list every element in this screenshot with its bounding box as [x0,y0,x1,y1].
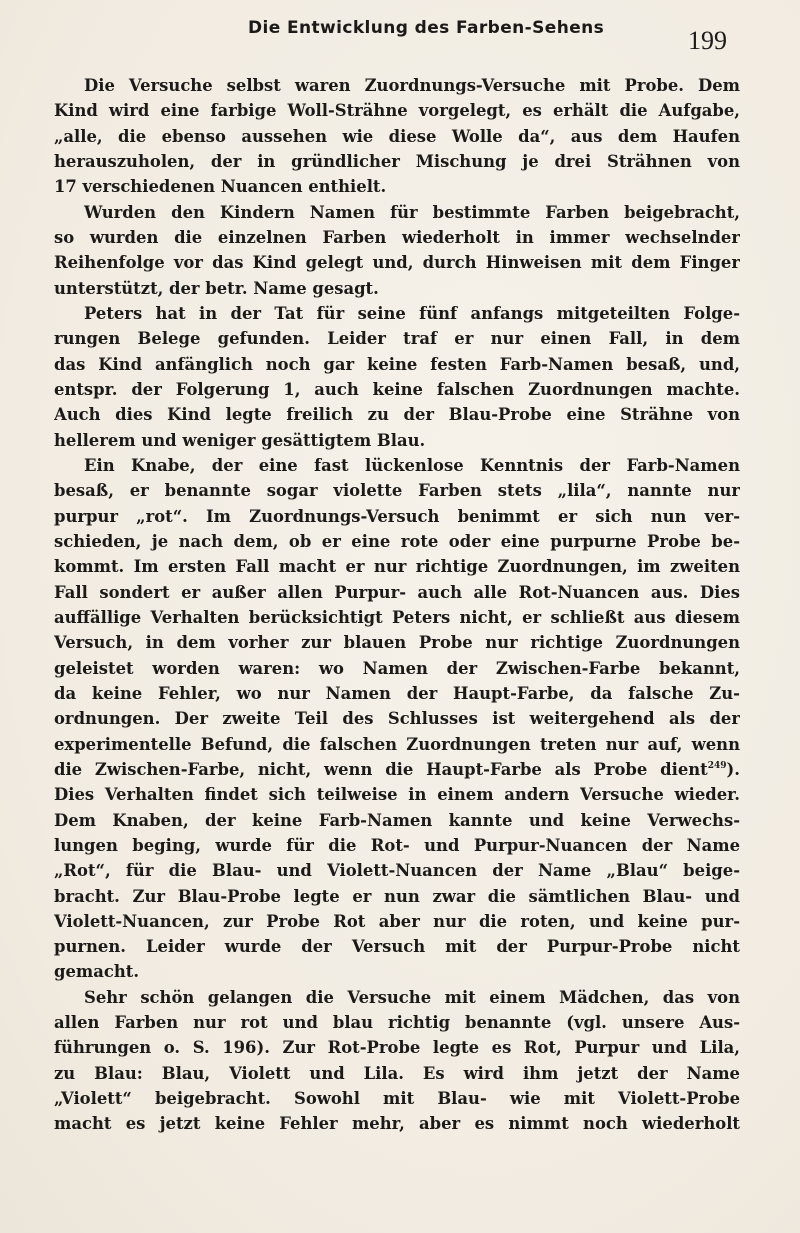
running-title: Die Entwicklung des Farben-Sehens [248,18,605,38]
text-line [54,1035,740,1060]
text-line [54,174,740,199]
text-line-content: rungen Belege gefunden. Leider traf er nur einen Fall, in dem [54,329,740,349]
text-line-content: geleistet worden waren: wo Namen der Zwischen-Farbe bekannt, [54,658,740,678]
text-line [54,630,740,655]
text-line [54,934,740,959]
text-line-content: Violett-Nuancen, zur Probe Rot aber nur die roten, und keine pur- [54,911,740,931]
text-line [54,124,740,149]
text-line [54,73,740,98]
text-line-content: ordnungen. Der zweite Teil des Schlusses ist weitergehend als der [54,709,740,729]
text-line [54,858,740,883]
text-line [54,250,740,275]
text-line-content: entspr. der Folgerung 1, auch keine falschen Zuordnungen machte. [54,379,740,399]
text-line [54,149,740,174]
text-line-content: Kind wird eine farbige Woll-Strähne vorgelegt, es erhält die Aufgabe, [54,101,740,121]
text-line [54,428,740,453]
text-line [54,453,740,478]
text-line [54,833,740,858]
footnote-reference: 249 [707,760,727,771]
text-line-content: Fall sondert er außer allen Purpur- auch alle Rot-Nuancen aus. Dies [54,582,740,602]
text-line-content: da keine Fehler, wo nur Namen der Haupt-Farbe, da falsche Zu- [54,683,740,703]
text-line [54,580,740,605]
text-line [54,554,740,579]
text-line-content: hellerem und weniger gesättigtem Blau. [54,430,426,450]
text-line [54,757,740,782]
text-line [54,276,740,301]
text-line-content: Auch dies Kind legte freilich zu der Blau-Probe eine Strähne von [54,405,740,425]
text-line-content: schieden, je nach dem, ob er eine rote oder eine purpurne Probe be- [54,531,740,551]
text-line [54,200,740,225]
text-line [54,326,740,351]
text-line [54,884,740,909]
text-line-content: purnen. Leider wurde der Versuch mit der Purpur-Probe nicht [54,937,740,957]
text-line [54,1010,740,1035]
text-line-content: unterstützt, der betr. Name gesagt. [54,278,379,298]
text-line-content: experimentelle Befund, die falschen Zuordnungen treten nur auf, wenn [54,734,740,754]
text-line [54,529,740,554]
text-line [54,959,740,984]
text-line-content: Reihenfolge vor das Kind gelegt und, durch Hinweisen mit dem Finger [54,253,740,273]
text-line-content: bracht. Zur Blau-Probe legte er nun zwar die sämtlichen Blau- und [54,886,740,906]
body-text [54,73,740,1137]
text-line [54,808,740,833]
text-line-content: herauszuholen, der in gründlicher Mischung je drei Strähnen von [54,151,740,171]
text-line-content: auffällige Verhalten berücksichtigt Peters nicht, er schließt aus diesem [54,607,740,627]
text-line-content: Wurden den Kindern Namen für bestimmte Farben beigebracht, [84,202,740,222]
text-line [54,402,740,427]
text-line-content: purpur „rot“. Im Zuordnungs-Versuch benimmt er sich nun ver- [54,506,740,526]
text-line-content: allen Farben nur rot und blau richtig benannte (vgl. unsere Aus- [54,1013,740,1033]
text-line-content: „alle, die ebenso aussehen wie diese Wolle da“, aus dem Haufen [54,126,740,146]
text-line-content: besaß, er benannte sogar violette Farben stets „lila“, nannte nur [54,481,740,501]
text-line-content: Dies Verhalten findet sich teilweise in einem andern Versuche wieder. [54,785,740,805]
text-line-content: gemacht. [54,962,140,982]
text-line [54,1061,740,1086]
text-line-content: Versuch, in dem vorher zur blauen Probe nur richtige Zuordnungen [54,633,740,653]
text-line-content: Peters hat in der Tat für seine fünf anfangs mitgeteilten Folge- [84,303,740,323]
text-line [54,732,740,757]
text-line-tail: ). [726,759,740,779]
text-line [54,681,740,706]
text-line [54,377,740,402]
text-line-content: das Kind anfänglich noch gar keine festen Farb-Namen besaß, und, [54,354,740,374]
text-line-content: lungen beging, wurde für die Rot- und Purpur-Nuancen der Name [54,835,740,855]
text-line [54,985,740,1010]
text-line [54,909,740,934]
text-line [54,1086,740,1111]
text-line-content: Dem Knaben, der keine Farb-Namen kannte und keine Verwechs- [54,810,740,830]
text-line [54,225,740,250]
text-line [54,656,740,681]
text-line [54,605,740,630]
text-line-content: so wurden die einzelnen Farben wiederholt in immer wechselnder [54,227,740,247]
text-line-content: führungen o. S. 196). Zur Rot-Probe legte es Rot, Purpur und Lila, [54,1038,740,1058]
text-line [54,352,740,377]
text-line [54,1111,740,1136]
text-line-content: macht es jetzt keine Fehler mehr, aber es nimmt noch wiederholt [54,1114,740,1134]
text-line-content: zu Blau: Blau, Violett und Lila. Es wird ihm jetzt der Name [54,1063,740,1083]
text-line-content: „Rot“, für die Blau- und Violett-Nuancen der Name „Blau“ beige- [54,861,740,881]
text-line [54,504,740,529]
text-line [54,301,740,326]
text-line-content: „Violett“ beigebracht. Sowohl mit Blau- wie mit Violett-Probe [54,1089,740,1109]
running-head [0,18,800,58]
page-number: 199 [688,26,727,55]
text-line-content: Sehr schön gelangen die Versuche mit einem Mädchen, das von [84,987,740,1007]
text-line-content: Ein Knabe, der eine fast lückenlose Kenntnis der Farb-Namen [84,455,740,475]
text-line [54,706,740,731]
text-line-content: die Zwischen-Farbe, nicht, wenn die Haupt-Farbe als Probe dient [54,759,708,779]
text-line [54,98,740,123]
text-line-content: kommt. Im ersten Fall macht er nur richtige Zuordnungen, im zweiten [54,557,740,577]
text-line-content: 17 verschiedenen Nuancen enthielt. [54,177,387,197]
text-line-content: Die Versuche selbst waren Zuordnungs-Versuche mit Probe. Dem [84,76,740,95]
text-line [54,478,740,503]
text-line [54,782,740,807]
